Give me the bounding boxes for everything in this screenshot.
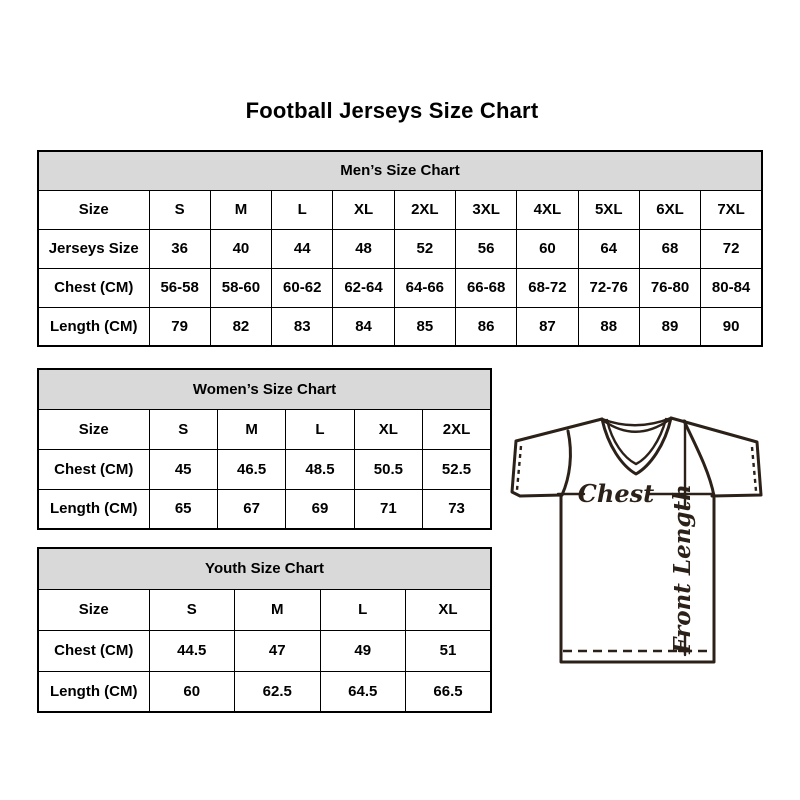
row-label: Jerseys Size [38, 229, 149, 268]
size-value: 90 [701, 307, 762, 346]
jersey-outline [512, 418, 761, 662]
table-row [38, 409, 491, 449]
size-value: 79 [149, 307, 210, 346]
size-value: 82 [210, 307, 271, 346]
size-value: 62.5 [235, 671, 321, 712]
size-value: 52.5 [423, 449, 491, 489]
size-value: 84 [333, 307, 394, 346]
row-label: Chest (CM) [38, 268, 149, 307]
size-value: 52 [394, 229, 455, 268]
size-value: 48 [333, 229, 394, 268]
table-row [38, 671, 491, 712]
size-value: 64.5 [320, 671, 406, 712]
collar-back-arc [602, 418, 671, 432]
size-value: M [235, 589, 321, 630]
size-value: 86 [455, 307, 516, 346]
table-header-row [38, 151, 762, 190]
size-value: S [149, 190, 210, 229]
size-value: 6XL [639, 190, 700, 229]
size-value: 72 [701, 229, 762, 268]
table-row [38, 449, 491, 489]
front-length-measure-label: Front Length [669, 484, 696, 654]
size-value: 60-62 [272, 268, 333, 307]
cuff-stitch-right [752, 447, 756, 491]
size-value: 64-66 [394, 268, 455, 307]
size-value: 87 [517, 307, 578, 346]
row-label: Chest (CM) [38, 449, 149, 489]
size-value: 68-72 [517, 268, 578, 307]
size-value: 5XL [578, 190, 639, 229]
size-value: M [217, 409, 285, 449]
size-value: 7XL [701, 190, 762, 229]
jersey-measurement-diagram [498, 402, 783, 694]
size-value: 69 [286, 489, 354, 529]
table-row [38, 268, 762, 307]
size-value: XL [406, 589, 492, 630]
size-value: 3XL [455, 190, 516, 229]
size-value: 66-68 [455, 268, 516, 307]
row-label: Length (CM) [38, 489, 149, 529]
size-value: 62-64 [333, 268, 394, 307]
size-value: 56-58 [149, 268, 210, 307]
womens-size-table [37, 368, 492, 530]
table-row [38, 307, 762, 346]
table-row [38, 489, 491, 529]
sleeve-seam-left [562, 431, 570, 495]
size-value: 72-76 [578, 268, 639, 307]
size-value: 68 [639, 229, 700, 268]
size-value: XL [333, 190, 394, 229]
size-value: S [149, 409, 217, 449]
size-value: 56 [455, 229, 516, 268]
size-value: 67 [217, 489, 285, 529]
row-label: Chest (CM) [38, 630, 149, 671]
size-value: 44 [272, 229, 333, 268]
row-label: Length (CM) [38, 671, 149, 712]
table-header-row [38, 369, 491, 409]
table-row [38, 630, 491, 671]
size-value: 58-60 [210, 268, 271, 307]
size-value: 36 [149, 229, 210, 268]
size-value: 44.5 [149, 630, 235, 671]
size-value: 73 [423, 489, 491, 529]
table-row [38, 229, 762, 268]
page-title: Football Jerseys Size Chart [245, 98, 539, 123]
size-value: 2XL [394, 190, 455, 229]
youth-size-table [37, 547, 492, 713]
size-value: 80-84 [701, 268, 762, 307]
size-value: 76-80 [639, 268, 700, 307]
table-title: Youth Size Chart [38, 548, 491, 589]
size-value: 66.5 [406, 671, 492, 712]
size-value: 46.5 [217, 449, 285, 489]
size-value: M [210, 190, 271, 229]
table-title: Men’s Size Chart [38, 151, 762, 190]
size-value: L [272, 190, 333, 229]
row-label: Size [38, 190, 149, 229]
size-value: 83 [272, 307, 333, 346]
table-row [38, 589, 491, 630]
size-value: 40 [210, 229, 271, 268]
size-value: 89 [639, 307, 700, 346]
size-value: 45 [149, 449, 217, 489]
size-value: 4XL [517, 190, 578, 229]
size-value: 65 [149, 489, 217, 529]
row-label: Length (CM) [38, 307, 149, 346]
size-value: L [320, 589, 406, 630]
table-header-row [38, 548, 491, 589]
row-label: Size [38, 589, 149, 630]
size-value: XL [354, 409, 422, 449]
size-value: 60 [517, 229, 578, 268]
table-title: Women’s Size Chart [38, 369, 491, 409]
table-row [38, 190, 762, 229]
size-value: 71 [354, 489, 422, 529]
size-value: 64 [578, 229, 639, 268]
size-value: S [149, 589, 235, 630]
size-value: 85 [394, 307, 455, 346]
size-value: 88 [578, 307, 639, 346]
size-value: 2XL [423, 409, 491, 449]
size-value: 51 [406, 630, 492, 671]
size-value: L [286, 409, 354, 449]
mens-size-table [37, 150, 763, 347]
row-label: Size [38, 409, 149, 449]
size-value: 50.5 [354, 449, 422, 489]
size-value: 60 [149, 671, 235, 712]
size-value: 49 [320, 630, 406, 671]
chest-measure-label: Chest [577, 479, 655, 508]
size-value: 48.5 [286, 449, 354, 489]
size-value: 47 [235, 630, 321, 671]
jersey-diagram-svg [498, 402, 783, 694]
cuff-stitch-left [517, 446, 521, 490]
